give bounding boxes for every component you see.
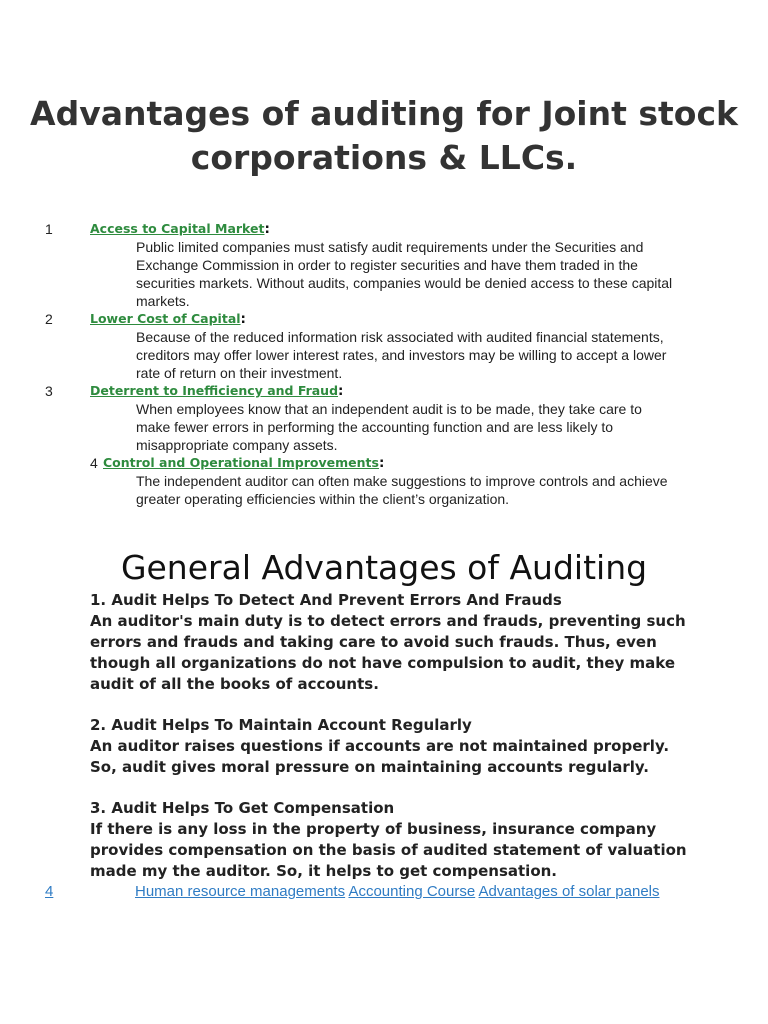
advantage-description: The independent auditor can often make suggestions to improve controls and achieve greater operating efficiencies within the client’s organization. [136,473,668,507]
advantage-link[interactable]: Lower Cost of Capital [90,311,241,326]
general-advantages-list [90,590,690,882]
related-link[interactable]: Accounting Course [348,883,476,900]
advantage-link[interactable]: Access to Capital Market [90,221,265,236]
list-item [0,382,768,454]
advantage-body: If there is any loss in the property of business, insurance company provides compensation on the basis of audited statement of valuation made my the auditor. So, it helps to get compensation. [90,820,687,880]
related-link[interactable]: Advantages of solar panels [478,883,660,900]
list-item [90,798,690,882]
advantage-description: Public limited companies must satisfy audit requirements under the Securities and Exchange Commission in order to register securities and have them traded in the securities markets. Without audits, companies would be denied access to these capital markets. [136,239,673,309]
list-item [0,220,768,310]
advantage-heading: 1. Audit Helps To Detect And Prevent Errors And Frauds [90,591,562,609]
advantage-link[interactable]: Deterrent to Inefficiency and Fraud [90,383,339,398]
item-number: 3 [45,383,53,399]
list-item [0,454,768,508]
list-item [90,590,690,695]
related-links [45,882,685,902]
label-colon: : [264,221,270,237]
advantage-heading: 2. Audit Helps To Maintain Account Regularly [90,716,472,734]
advantages-list [0,220,768,508]
related-link[interactable]: Human resource managements [135,883,346,900]
related-number-link[interactable]: 4 [45,883,54,900]
item-number: 1 [45,221,53,237]
advantage-heading: 3. Audit Helps To Get Compensation [90,799,395,817]
label-colon: : [338,383,344,399]
page-title: Advantages of auditing for Joint stock corporations & LLCs. [30,94,738,177]
advantage-description: When employees know that an independent audit is to be made, they take care to make fewer errors in performing the accounting function and are less likely to misappropriate company assets. [136,401,642,453]
advantage-link[interactable]: Control and Operational Improvements [103,455,379,470]
list-item [0,310,768,382]
advantage-description: Because of the reduced information risk associated with audited financial statements, creditors may offer lower interest rates, and investors may be willing to accept a lower rate of return on their investment. [136,329,667,381]
item-number: 4 [90,455,98,471]
advantage-body: An auditor's main duty is to detect errors and frauds, preventing such errors and frauds and taking care to avoid such frauds. Thus, even though all organizations do not have compulsion to audit, they make audit of all the books of accounts. [90,612,686,693]
label-colon: : [378,455,385,471]
item-number: 2 [45,311,53,327]
section-title: General Advantages of Auditing [120,548,648,587]
advantage-body: An auditor raises questions if accounts are not maintained properly. So, audit gives moral pressure on maintaining accounts regularly. [90,737,670,776]
label-colon: : [240,311,246,327]
list-item [90,715,690,778]
